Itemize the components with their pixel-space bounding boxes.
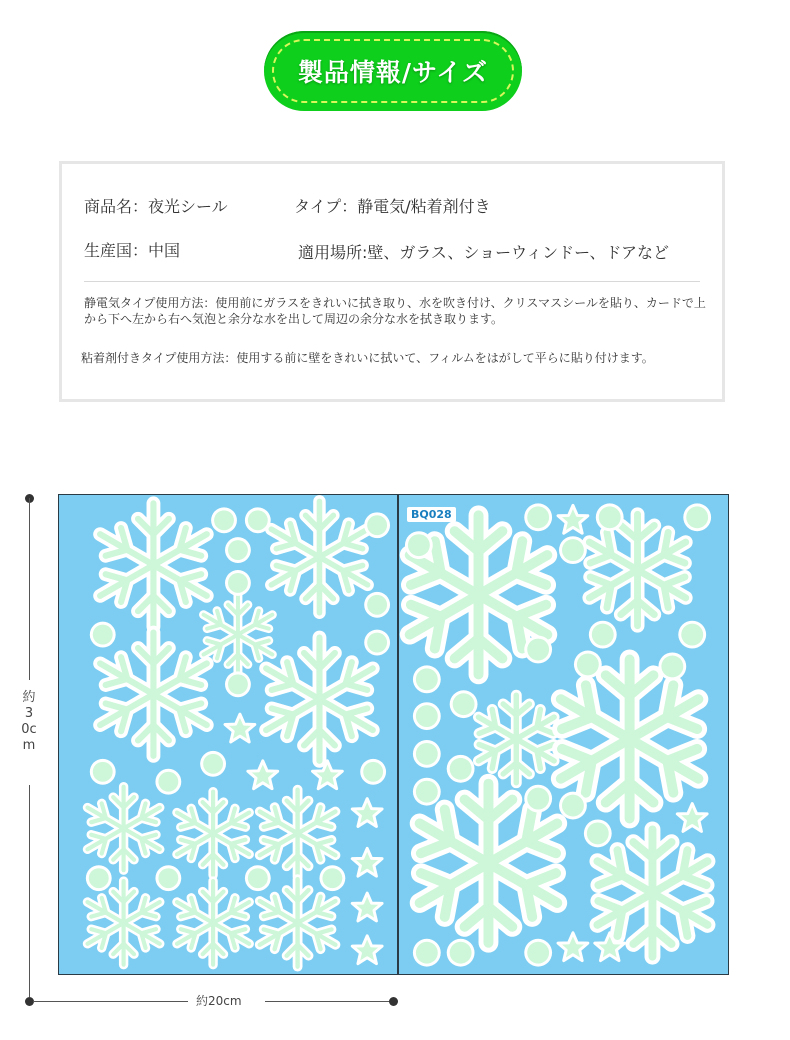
sticker-sheet-left bbox=[58, 494, 398, 975]
width-line-right bbox=[265, 1001, 395, 1002]
width-right-dot bbox=[389, 997, 398, 1006]
product-name: 商品名：夜光シール bbox=[84, 197, 228, 216]
snowflake-stickers-right bbox=[399, 495, 728, 974]
static-usage-text: 静電気タイプ使用方法：使用前にガラスをきれいに拭き取り、水を吹き付け、クリスマスシールを貼り、カードで上から下へ左から右へ気泡と余分な水を出して周辺の余分な水を拭き取ります。 bbox=[84, 296, 706, 326]
width-line-left bbox=[33, 1001, 188, 1002]
product-origin: 生産国：中国 bbox=[84, 241, 181, 260]
height-line-top bbox=[29, 498, 30, 680]
product-code-badge: BQ028 bbox=[407, 507, 456, 522]
section-title: 製品情報/サイズ bbox=[297, 58, 489, 87]
product-places: 適用場所:壁、ガラス、ショーウィンドー、ドアなど bbox=[298, 243, 669, 262]
width-label: 約20cm bbox=[196, 994, 242, 1008]
height-label: 約30cm bbox=[21, 690, 37, 753]
pill-dashed-border bbox=[272, 39, 514, 103]
product-info-box bbox=[59, 161, 725, 402]
sticker-sheet-right bbox=[398, 494, 729, 975]
height-line-bottom bbox=[29, 785, 30, 997]
product-type: タイプ：静電気/粘着剤付き bbox=[294, 197, 491, 216]
adhesive-usage-text: 粘着剤付きタイプ使用方法：使用する前に壁をきれいに拭いて、フィルムをはがして平らに貼り付けます。 bbox=[81, 351, 654, 365]
snowflake-stickers-left bbox=[59, 495, 397, 974]
section-header-pill bbox=[264, 31, 522, 111]
info-divider bbox=[84, 281, 700, 282]
